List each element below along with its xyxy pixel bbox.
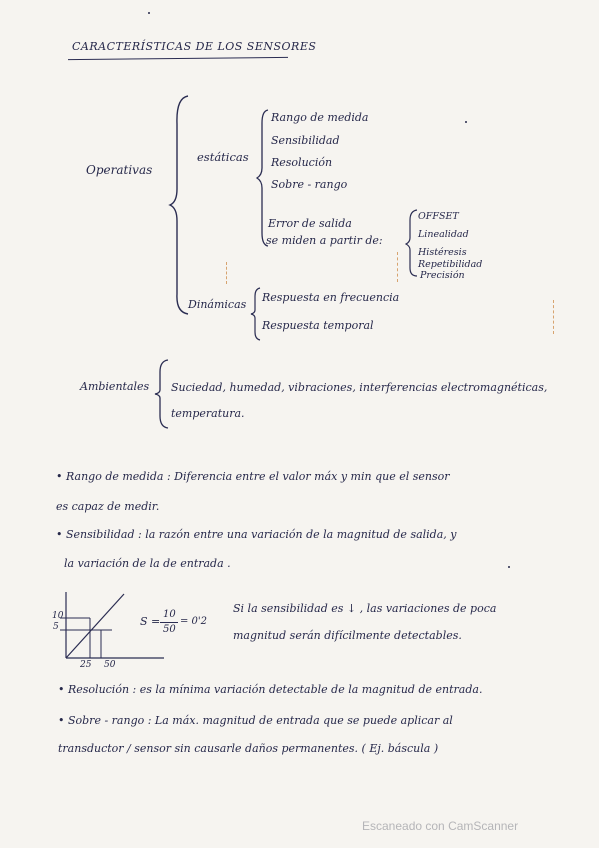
ink-speck: [508, 566, 510, 568]
formula-result: = 0'2: [180, 616, 208, 627]
label-ambientales: Ambientales: [80, 380, 150, 393]
note-resolucion: • Resolución : es la mínima variación detectable de la magnitud de entrada.: [58, 683, 483, 696]
graph-note-line2: magnitud serán difícilmente detectables.: [233, 629, 462, 642]
graph-note-line1: Si la sensibilidad es ↓ , las variaciones de poca: [233, 602, 497, 615]
bleed-mark: [397, 252, 398, 282]
error-item: Histéresis: [418, 247, 467, 258]
ink-speck: [465, 121, 467, 123]
sensitivity-graph: [44, 590, 174, 670]
brace-error-items: [405, 208, 419, 278]
formula-fraction-bar: [160, 622, 178, 623]
page-title: CARACTERÍSTICAS DE LOS SENSORES: [72, 40, 317, 53]
label-se-miden: se miden a partir de:: [266, 234, 383, 247]
estaticas-item: Sensibilidad: [271, 134, 340, 147]
formula-s: S =: [140, 615, 161, 628]
label-error-salida: Error de salida: [268, 217, 352, 230]
note-sens-line1: • Sensibilidad : la razón entre una variación de la magnitud de salida, y: [56, 528, 457, 541]
formula-denominator: 50: [163, 624, 176, 635]
label-dinamicas: Dinámicas: [188, 298, 247, 311]
graph-y-tick: 5: [53, 622, 59, 632]
ambientales-line: temperatura.: [171, 407, 245, 420]
note-rango-line1: • Rango de medida : Diferencia entre el valor máx y min que el sensor: [56, 470, 450, 483]
note-rango-line2: es capaz de medir.: [56, 500, 160, 513]
label-estaticas: estáticas: [197, 150, 249, 164]
brace-operativas: [168, 94, 192, 316]
formula-numerator: 10: [163, 609, 176, 620]
bleed-mark: [226, 262, 227, 284]
graph-x-tick: 50: [104, 660, 116, 670]
graph-x-tick: 25: [80, 660, 92, 670]
ink-speck: [148, 12, 150, 14]
estaticas-item: Rango de medida: [271, 111, 369, 124]
note-sobre-line2: transductor / sensor sin causarle daños permanentes. ( Ej. báscula ): [58, 742, 439, 755]
graph-line: [66, 594, 124, 658]
graph-y-tick: 10: [52, 611, 64, 621]
brace-dinamicas: [250, 286, 262, 342]
error-item: OFFSET: [418, 211, 459, 222]
estaticas-item: Sobre - rango: [271, 178, 348, 191]
note-sens-line2: la variación de la de entrada .: [64, 557, 231, 570]
camscanner-watermark: Escaneado con CamScanner: [362, 819, 519, 833]
title-underline: [68, 57, 288, 60]
note-sobre-line1: • Sobre - rango : La máx. magnitud de entrada que se puede aplicar al: [58, 714, 453, 727]
dinamicas-item: Respuesta en frecuencia: [262, 291, 400, 304]
label-operativas: Operativas: [86, 163, 153, 177]
error-item: Repetibilidad: [418, 259, 483, 270]
brace-ambientales: [154, 358, 170, 430]
ambientales-line: Suciedad, humedad, vibraciones, interferencias electromagnéticas,: [171, 381, 548, 394]
bleed-mark: [553, 300, 554, 334]
error-item: Precisión: [420, 270, 465, 281]
estaticas-item: Resolución: [271, 156, 333, 169]
error-item: Linealidad: [418, 229, 469, 240]
dinamicas-item: Respuesta temporal: [262, 319, 374, 332]
